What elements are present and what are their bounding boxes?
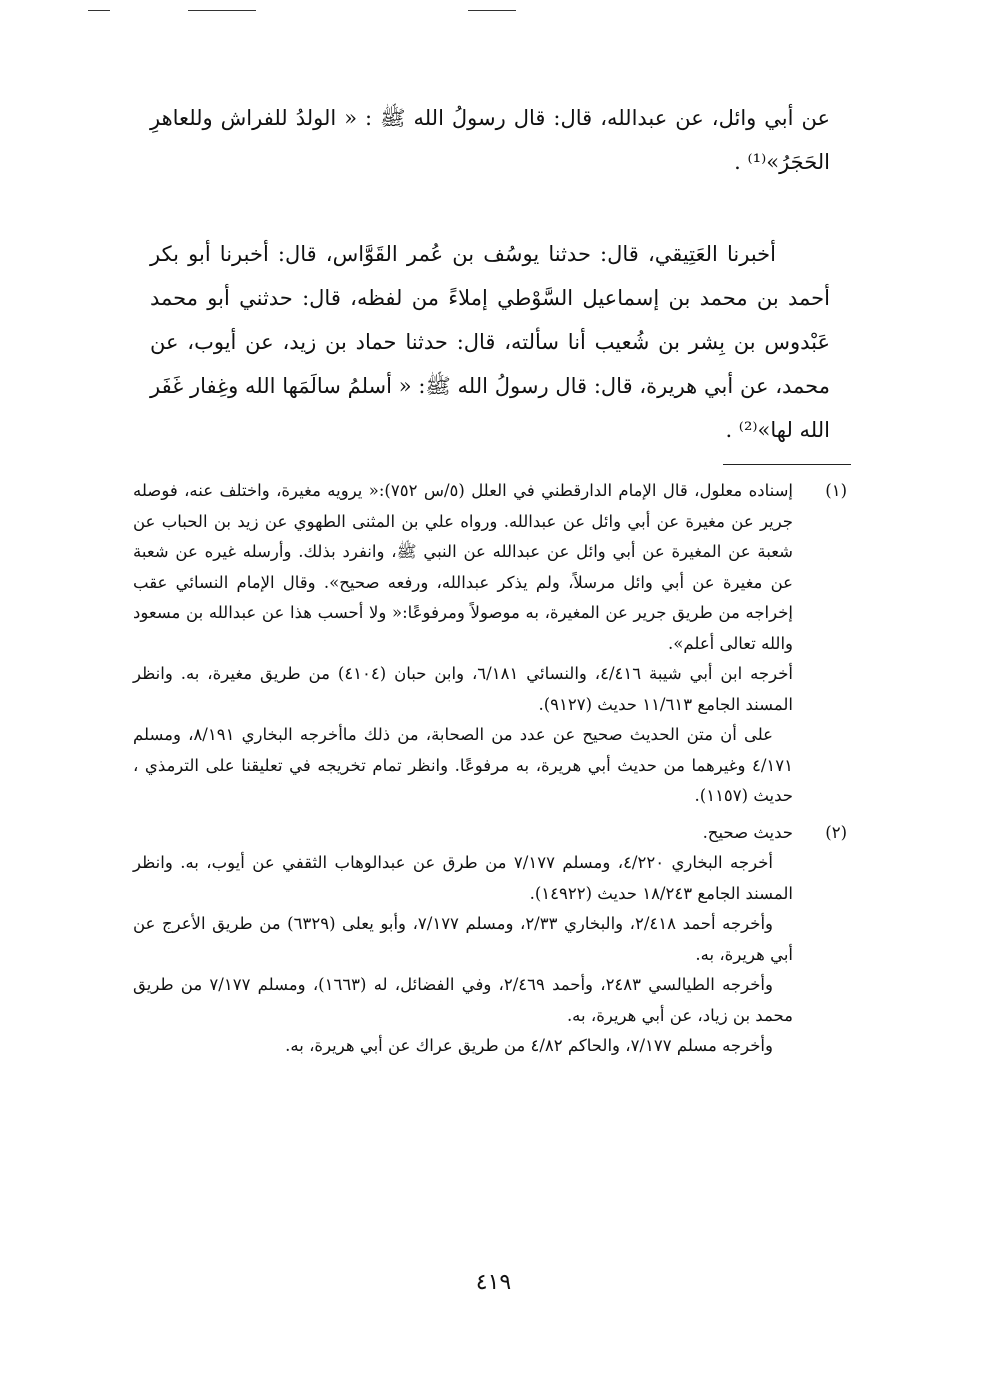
hadith-text-1 <box>150 96 830 184</box>
footnotes <box>133 476 847 1068</box>
hadith-paragraph: عن أبي وائل، عن عبدالله، قال: قال رسولُ الله ﷺ : « الولدُ للفراش وللعاهرِ الحَجَرُ»⁽¹⁾ . <box>150 106 830 174</box>
footnote-paragraph: وأخرجه الطيالسي ٢٤٨٣، وأحمد ٢/٤٦٩، وفي الفضائل، له (١٦٦٣)، ومسلم ٧/١٧٧ من طريق محمد بن زياد، عن أبي هريرة، به. <box>133 975 793 1025</box>
footnote-separator <box>723 464 851 465</box>
hadith-text-2 <box>150 232 830 452</box>
hadith-paragraph: أخبرنا العَتِيقي، قال: حدثنا يوسُف بن عُمر القَوَّاس، قال: أخبرنا أبو بكر أحمد بن محمد بن إسماعيل السَّوْطي إملاءً من لفظه، قال: حدثني أبو محمد عَبْدوس بن بِشر بن شُعيب أنا سألته، قال: حدثنا حماد بن زيد، عن أيوب، عن محمد، عن أبي هريرة، قال: قال رسولُ الله ﷺ: « أسلمُ سالَمَها الله وغِفار غَفَر الله لها»⁽²⁾ . <box>150 242 830 442</box>
footnote-paragraph: وأخرجه أحمد ٢/٤١٨، والبخاري ٢/٣٣، ومسلم ٧/١٧٧، وأبو يعلى (٦٣٢٩) من طريق الأعرج عن أبي هريرة، به. <box>133 914 793 964</box>
footnote-1 <box>133 476 847 812</box>
footnote-number: (١) <box>825 481 847 500</box>
header-rule-fragment <box>188 10 256 11</box>
footnote-paragraph: حديث صحيح. <box>702 822 793 842</box>
footnote-paragraph: أخرجه البخاري ٤/٢٢٠، ومسلم ٧/١٧٧ من طرق عن عبدالوهاب الثقفي عن أيوب، به. وانظر المسند الجامع ١٨/٢٤٣ حديث (١٤٩٢٢). <box>133 853 793 903</box>
footnote-paragraph: أخرجه ابن أبي شيبة ٤/٤١٦، والنسائي ٦/١٨١، وابن حبان (٤١٠٤) من طريق مغيرة، به. وانظر المسند الجامع ١١/٦١٣ حديث (٩١٢٧). <box>133 664 794 714</box>
page-number: ٤١٩ <box>475 1270 512 1295</box>
footnote-paragraph: إسناده معلول، قال الإمام الدارقطني في العلل (٥/س ٧٥٢):« يرويه مغيرة، واختلف عنه، فوصله جرير عن مغيرة عن أبي وائل عن عبدالله. ورواه علي بن المثنى الطهوي عن زيد بن الحباب عن شعبة عن المغيرة عن أبي وائل عن عبدالله عن النبي ﷺ، وانفرد بذلك. وأرسله غيره عن شعبة عن مغيرة عن أبي وائل مرسلاً، ولم يذكر عبدالله، ورفعه صحيح». وقال الإمام النسائي عقب إخراجه من طريق جرير عن المغيرة، به موصولاً ومرفوعًا:« ولا أحسب هذا عن عبدالله بن مسعود والله تعالى أعلم». <box>133 481 793 653</box>
footnote-2 <box>133 818 847 1062</box>
footnote-number: (٢) <box>825 822 847 842</box>
header-rule-fragment <box>88 10 110 11</box>
footnote-paragraph: على أن متن الحديث صحيح عن عدد من الصحابة، من ذلك ماأخرجه البخاري ٨/١٩١، ومسلم ٤/١٧١ وغيرهما من حديث أبي هريرة، به مرفوعًا. وانظر تمام تخريجه في تعليقنا على الترمذي ، حديث (١١٥٧). <box>133 725 793 805</box>
header-rule-fragment <box>468 10 516 11</box>
footnote-paragraph: وأخرجه مسلم ٧/١٧٧، والحاكم ٤/٨٢ من طريق عراك عن أبي هريرة، به. <box>285 1036 773 1055</box>
